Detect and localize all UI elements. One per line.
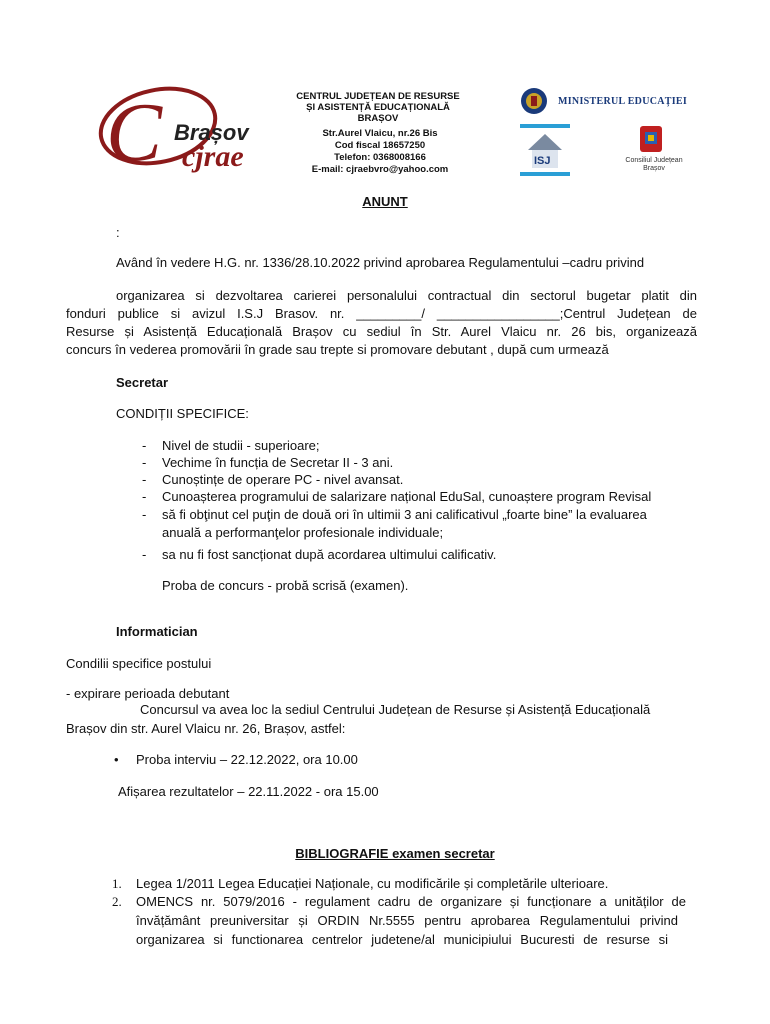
cjrae-name-line3: BRAȘOV xyxy=(357,113,399,124)
list-number: 1. xyxy=(112,876,122,891)
cjrae-name-line1: CENTRUL JUDEȚEAN DE RESURSE xyxy=(296,91,460,102)
address: Str.Aurel Vlaicu, nr.26 Bis xyxy=(322,128,438,139)
list-dash: - xyxy=(142,455,147,470)
cjrae-contact xyxy=(290,128,470,176)
isj-logo xyxy=(520,124,572,176)
list-dash: - xyxy=(142,489,147,504)
bullet: • xyxy=(114,752,119,767)
secretar-probe: Proba de concurs - probă scrisă (examen). xyxy=(162,578,409,593)
colon: : xyxy=(116,225,120,240)
results-date: Afișarea rezultatelor – 22.11.2022 - ora 15.00 xyxy=(118,784,379,799)
informatician-item: - expirare perioada debutant xyxy=(66,686,230,701)
list-item: Vechime în funcția de Secretar II - 3 ani. xyxy=(162,455,394,470)
intro-line-2: organizarea si dezvoltarea carierei personalului contractual din sectorul bugetar platit din xyxy=(116,288,697,303)
phone: Telefon: 0368008166 xyxy=(334,152,426,163)
intro-line-4: Resurse și Asistență Educațională Brașov cu sediul în Str. Aurel Vlaicu nr. 26 bis, organizează xyxy=(66,324,697,339)
bibliography-item-2-line-1: OMENCS nr. 5079/2016 - regulament cadru de organizare și funcționare a unităților de xyxy=(136,894,686,909)
informatician-heading: Informatician xyxy=(116,624,198,639)
list-dash: - xyxy=(142,547,147,562)
list-dash: - xyxy=(142,438,147,453)
list-item-continued: anuală a performanţelor profesionale individuale; xyxy=(162,525,444,540)
informatician-conditions: Condilii specifice postului xyxy=(66,656,212,671)
intro-line-1: Având în vedere H.G. nr. 1336/28.10.2022 privind aprobarea Regulamentului –cadru privind xyxy=(116,255,645,270)
list-item: Cunoașterea programului de salarizare național EduSal, cunoaștere program Revisal xyxy=(162,489,652,504)
cjrae-name xyxy=(278,91,478,124)
bibliography-title: BIBLIOGRAFIE examen secretar xyxy=(295,846,495,861)
intro-line-3: fonduri publice si avizul I.S.J Brasov. nr. _________/ _________________;Centrul Județean de xyxy=(66,306,697,321)
list-number: 2. xyxy=(112,894,122,909)
logo-brasov-text: Brașov xyxy=(174,120,249,145)
ministry-name: MINISTERUL EDUCAȚIEI xyxy=(558,96,688,107)
bibliography-item-2-line-2: învățământ preuniversitar și ORDIN Nr.5555 pentru aprobarea Regulamentului privind xyxy=(136,913,678,928)
logo-c-letter: C xyxy=(106,86,163,176)
logo-cjrae-text: cjrae xyxy=(182,140,244,173)
list-dash: - xyxy=(142,507,147,522)
list-dash: - xyxy=(142,472,147,487)
page-title: ANUNT xyxy=(362,194,408,209)
secretar-heading: Secretar xyxy=(116,375,169,390)
cj-label: Consiliul Județean Brașov xyxy=(625,157,683,172)
fiscal-code: Cod fiscal 18657250 xyxy=(334,140,426,151)
location-line-1: Concursul va avea loc la sediul Centrului Județean de Resurse și Asistență Educațională xyxy=(140,702,651,717)
list-item: sa nu fi fost sancționat după acordarea ultimului calificativ. xyxy=(162,547,497,562)
bibliography-item-1: Legea 1/2011 Legea Educației Naționale, cu modificările și completările ulterioare. xyxy=(136,876,609,891)
cjrae-logo xyxy=(96,84,276,176)
location-line-2: Brașov din str. Aurel Vlaicu nr. 26, Brașov, astfel: xyxy=(66,721,346,736)
intro-line-5: concurs în vederea promovării în grade sau trepte si promovare debutant , după cum urmează xyxy=(66,342,609,357)
list-item: Nivel de studii - superioare; xyxy=(162,438,320,453)
cjrae-name-line2: ȘI ASISTENȚĂ EDUCAȚIONALĂ xyxy=(306,102,450,113)
bibliography-item-2-line-3: organizarea si functionarea centrelor judetene/al municipiului Bucuresti de resurse si xyxy=(136,932,668,947)
email: E-mail: cjraebvro@yahoo.com xyxy=(311,164,449,175)
interview-date: Proba interviu – 22.12.2022, ora 10.00 xyxy=(136,752,358,767)
secretar-conditions-label: CONDIȚII SPECIFICE: xyxy=(116,406,249,421)
list-item: să fi obţinut cel puţin de două ori în ultimii 3 ani calificativul „foarte bine” la evaluarea xyxy=(162,507,647,522)
isj-label: ISJ xyxy=(534,155,551,167)
list-item: Cunoștințe de operare PC - nivel avansat. xyxy=(162,472,404,487)
